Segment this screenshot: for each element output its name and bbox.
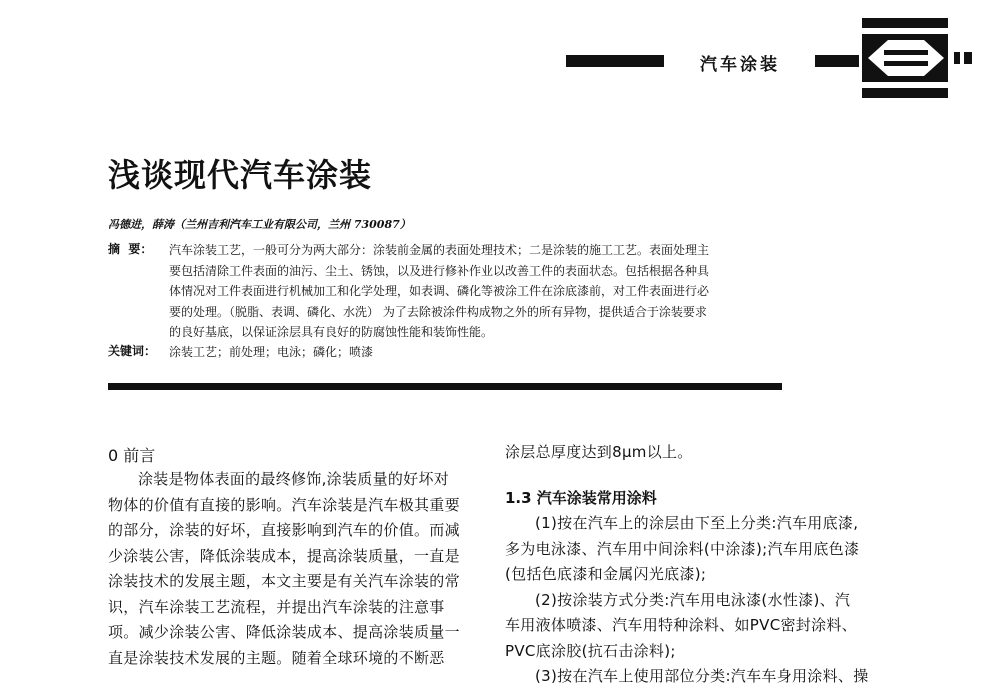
body-line: 物体的价值有直接的影响。汽车涂装是汽车极其重要 <box>108 495 460 514</box>
abstract-line: 要的处理。（脱脂、表调、磷化、水洗） 为了去除被涂件构成物之外的所有异物，提供适合于涂装要求 <box>169 304 707 319</box>
right-column-first-line: 涂层总厚度达到8μm以上。 <box>505 443 693 461</box>
keywords-text: 涂装工艺；前处理；电泳；磷化；喷漆 <box>169 345 374 359</box>
header-bar-left <box>566 55 664 67</box>
body-line: PVC底涂胶(抗石击涂料); <box>505 641 676 660</box>
header-bar-right <box>815 55 859 67</box>
journal-title: 汽车涂装 <box>700 55 780 75</box>
authors-line: 冯德进，薛涛（兰州吉利汽车工业有限公司，兰州 730087） <box>108 218 411 231</box>
abstract-line: 要包括清除工件表面的油污、尘土、锈蚀，以及进行修补作业以改善工件的表面状态。包括根据各种具 <box>169 263 710 278</box>
article-title: 浅谈现代汽车涂装 <box>108 156 373 194</box>
left-column-body <box>108 467 488 671</box>
body-line: 的部分，涂装的好坏，直接影响到汽车的价值。而减 <box>108 521 460 539</box>
body-line: (2)按涂装方式分类:汽车用电泳漆(水性漆)、汽 <box>535 590 851 609</box>
abstract-body <box>169 240 799 343</box>
body-line: 识，汽车涂装工艺流程，并提出汽车涂装的注意事 <box>108 597 445 616</box>
section-heading-intro: 0 前言 <box>108 446 156 465</box>
abstract-line: 汽车涂装工艺，一般可分为两大部分：涂装前金属的表面处理技术；二是涂装的施工工艺。表面处理主 <box>169 243 710 257</box>
abstract-line: 体情况对工件表面进行机械加工和化学处理，如表调、磷化等被涂工件在涂底漆前，对工件表面进行必 <box>169 284 710 298</box>
body-line: (1)按在汽车上的涂层由下至上分类:汽车用底漆, <box>535 514 859 532</box>
journal-logo-icon <box>862 18 950 98</box>
body-line: 直是涂装技术发展的主题。随着全球环境的不断恶 <box>108 648 445 667</box>
body-line: 少涂装公害，降低涂装成本，提高涂装质量，一直是 <box>108 546 460 565</box>
right-column-body <box>505 511 895 690</box>
body-line: 项。减少涂装公害、降低涂装成本、提高涂装质量一 <box>108 623 460 641</box>
abstract-label: 摘 要： <box>108 242 153 256</box>
section-heading-coatings: 1.3 汽车涂装常用涂料 <box>505 489 657 507</box>
body-line: (包括色底漆和金属闪光底漆); <box>505 565 707 583</box>
abstract-line: 的良好基底，以保证涂层具有良好的防腐蚀性能和装饰性能。 <box>169 325 494 339</box>
keywords-label: 关键词： <box>108 344 157 358</box>
body-line: (3)按在汽车上使用部位分类:汽车车身用涂料、操 <box>535 667 869 685</box>
body-line: 多为电泳漆、汽车用中间涂料(中涂漆);汽车用底色漆 <box>505 539 860 558</box>
body-line: 涂装是物体表面的最终修饰,涂装质量的好坏对 <box>138 470 450 488</box>
section-divider <box>108 383 782 390</box>
logo-side-mark <box>954 52 960 64</box>
body-line: 涂装技术的发展主题，本文主要是有关汽车涂装的常 <box>108 572 460 590</box>
body-line: 车用液体喷漆、汽车用特种涂料、如PVC密封涂料、 <box>505 616 857 634</box>
logo-side-mark-2 <box>964 52 972 64</box>
